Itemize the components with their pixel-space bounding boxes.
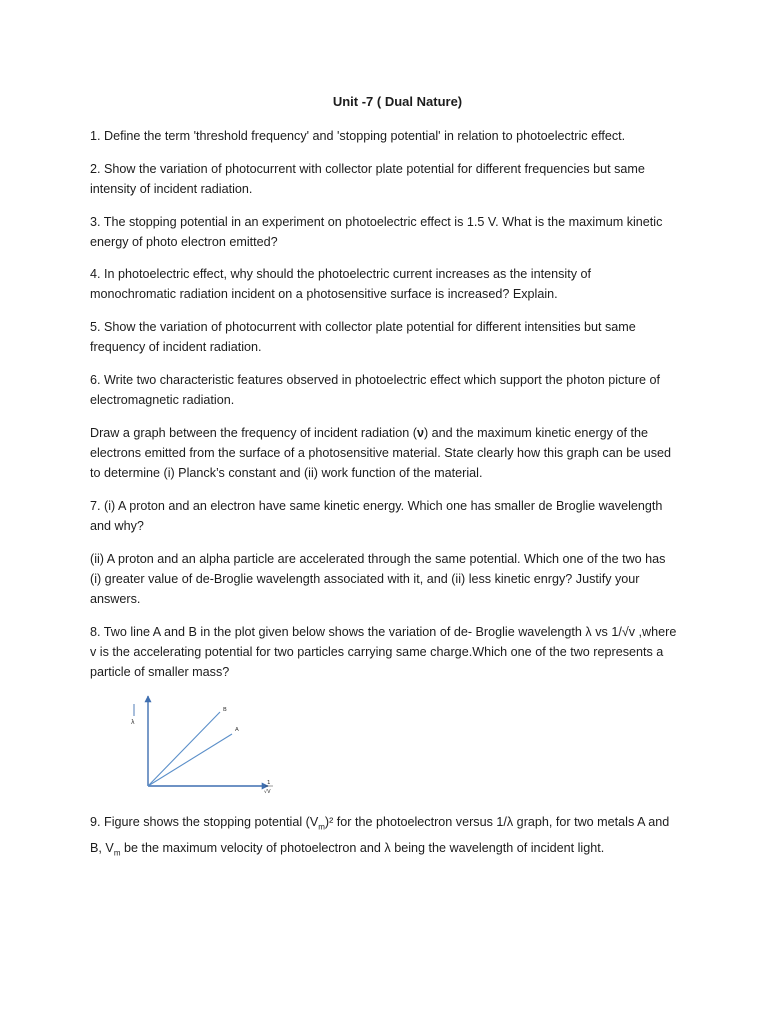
question-2: 2. Show the variation of photocurrent with collector plate potential for different frequencies but same intensity of incident radiation. (90, 162, 645, 196)
question-8: 8. Two line A and B in the plot given below shows the variation of de- Broglie wavelength λ vs 1/√v ,where v is the accelerating potential for two particles carrying same charge.Which one of the two represents a particle of smaller mass? (90, 625, 677, 679)
question-7-part-2: (ii) A proton and an alpha particle are accelerated through the same potential. Which one of the two has (i) greater value of de-Broglie wavelength associated with it, and (ii) less kinetic enrgy? Justify your answers. (90, 552, 666, 606)
line-b (148, 712, 220, 786)
x-axis-label-numerator: 1 (267, 780, 271, 786)
q6b-text-end: ) and the maximum kinetic energy of the electrons emitted from the surface of a photosensitive material. State clearly how this graph can be used to determine (i) Planck’s constant and (ii) work function of the material. (90, 426, 672, 480)
q9-text-2: )² for the photoelectron versus 1/λ graph, for two metals A and B, V (90, 815, 670, 855)
q9-subscript-m: m (318, 822, 325, 832)
graph-svg (118, 694, 288, 800)
q9-text-1: 9. Figure shows the stopping potential (V (90, 815, 319, 829)
question-1: 1. Define the term 'threshold frequency' and 'stopping potential' in relation to photoelectric effect. (90, 129, 626, 143)
question-6-followup (90, 423, 680, 483)
line-a (148, 734, 232, 786)
q9-subscript-m-2: m (113, 848, 121, 858)
question-6: 6. Write two characteristic features observed in photoelectric effect which support the photon picture of electromagnetic radiation. (90, 373, 661, 407)
page-title: Unit -7 ( Dual Nature) (332, 94, 463, 109)
q9-text-3: be the maximum velocity of photoelectron and λ being the wavelength of incident light. (120, 840, 605, 855)
line-a-label: A (235, 727, 239, 733)
question-9 (90, 812, 680, 863)
question-7-part-1: 7. (i) A proton and an electron have same kinetic energy. Which one has smaller de Broglie wavelength and why? (90, 499, 663, 533)
question-4: 4. In photoelectric effect, why should the photoelectric current increases as the intensity of monochromatic radiation incident on a photosensitive surface is increased? Explain. (90, 267, 591, 301)
de-broglie-graph (118, 694, 288, 800)
x-axis-label-denominator: √V (264, 789, 271, 795)
y-axis-label: λ (131, 719, 135, 726)
question-3: 3. The stopping potential in an experiment on photoelectric effect is 1.5 V. What is the maximum kinetic energy of photo electron emitted? (90, 215, 663, 249)
q6b-text-start: Draw a graph between the frequency of incident radiation ( (90, 426, 417, 440)
line-b-label: B (223, 707, 227, 713)
question-5: 5. Show the variation of photocurrent with collector plate potential for different intensities but same frequency of incident radiation. (90, 320, 636, 354)
nu-symbol: ν (416, 426, 424, 440)
